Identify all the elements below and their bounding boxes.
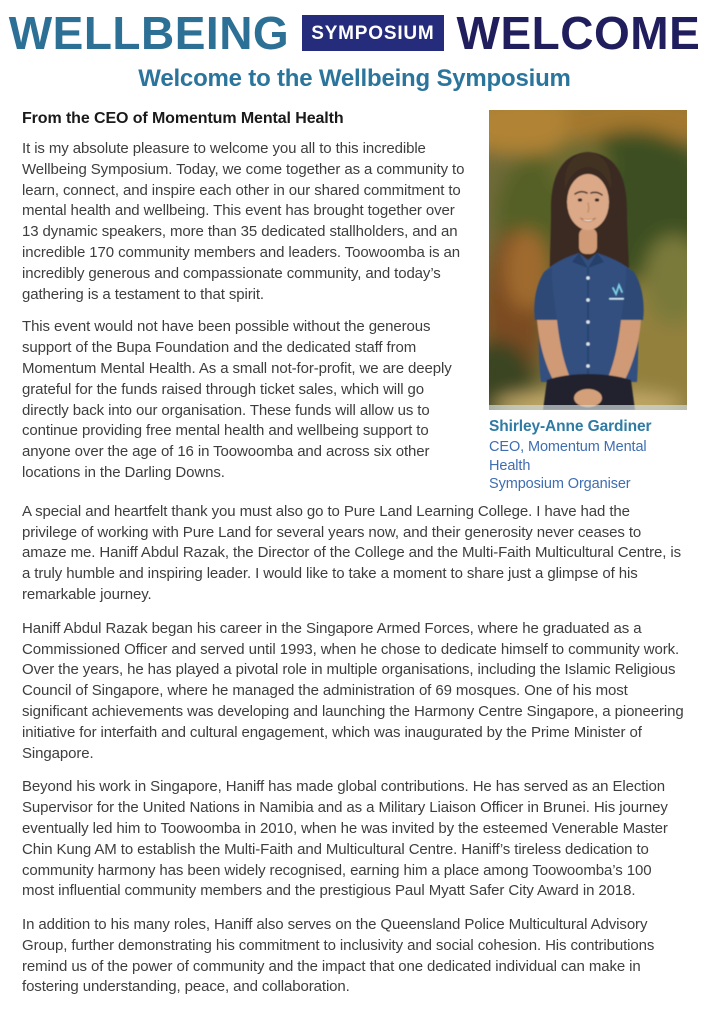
paragraph: Haniff Abdul Razak began his career in the Singapore Armed Forces, where he graduated as a Commissioned Officer and served until 1993, when he chose to dedicate himself to community work. Over the years, he has played a pivotal role in multiple organisations, including the Islamic Religious Council of Singapore, where he managed the administration of 69 mosques. One of his most significant achievements was developing and launching the Harmony Centre Singapore, a pioneering initiative for interfaith and cultural engagement, which was inaugurated by the Prime Minister of Singapore. xyxy=(22,619,684,762)
photo-column xyxy=(489,110,687,496)
banner-welcome-text: WELCOME xyxy=(456,7,701,59)
banner-symposium-badge: SYMPOSIUM xyxy=(302,15,443,51)
intro-section xyxy=(22,110,687,496)
ceo-portrait-illustration xyxy=(489,110,687,410)
caption-name: Shirley-Anne Gardiner xyxy=(489,418,652,435)
photo-caption xyxy=(489,418,687,494)
paragraph: This event would not have been possible without the generous support of the Bupa Foundation and the dedicated staff from Momentum Mental Health. As a small not-for-profit, we are deeply grateful for the funds raised through ticket sales, which will go directly back into our organisation. These funds will allow us to continue providing free mental health and wellbeing support to anyone over the age of 16 in Toowoomba and across six other locations in the Darling Downs. xyxy=(22,318,452,481)
header-banner xyxy=(0,0,709,59)
paragraph: It is my absolute pleasure to welcome you all to this incredible Wellbeing Symposium. Today, we come together as a community to learn, connect, and inspire each other in our shared commitment to mental health and wellbeing. This event has brought together over 13 dynamic speakers, more than 35 dedicated stallholders, and an incredible 170 community members and leaders. Toowoomba is an incredibly generous and compassionate community, and today’s gathering is a testament to that spirit. xyxy=(22,140,465,303)
paragraph: A special and heartfelt thank you must also go to Pure Land Learning College. I have had the privilege of working with Pure Land for several years now, and their generosity never ceases to amaze me. Haniff Abdul Razak, the Director of the College and the Multi-Faith Multicultural Centre, is a truly humble and inspiring leader. I would like to take a moment to share just a glimpse of his remarkable journey. xyxy=(22,502,682,603)
content-area xyxy=(0,110,709,998)
banner-wellbeing-text: WELLBEING xyxy=(8,7,290,59)
intro-text-column xyxy=(22,110,467,496)
article-body xyxy=(22,502,687,999)
caption-role-line2: Symposium Organiser xyxy=(489,476,631,492)
page-title: Welcome to the Wellbeing Symposium xyxy=(138,65,571,92)
section-heading: From the CEO of Momentum Mental Health xyxy=(22,110,344,127)
caption-role xyxy=(489,438,687,494)
ceo-portrait-photo xyxy=(489,110,687,410)
paragraph: Beyond his work in Singapore, Haniff has made global contributions. He has served as an Election Supervisor for the United Nations in Namibia and as a Military Liaison Officer in Brunei. His journey eventually led him to Toowoomba in 2010, when he was invited by the esteemed Venerable Master Chin Kung AM to establish the Multi-Faith and Multicultural Centre. Haniff’s tireless dedication to community harmony has been widely recognised, earning him a place among Toowoomba’s 100 most influential community members and the prestigious Paul Myatt Safer City Award in 2018. xyxy=(22,778,668,900)
caption-role-line1: CEO, Momentum Mental Health xyxy=(489,439,647,474)
paragraph: In addition to his many roles, Haniff also serves on the Queensland Police Multicultural Advisory Group, further demonstrating his commitment to inclusivity and social cohesion. His contributions remind us of the power of community and the impact that one dedicated individual can make in fostering understanding, peace, and collaboration. xyxy=(22,916,655,996)
